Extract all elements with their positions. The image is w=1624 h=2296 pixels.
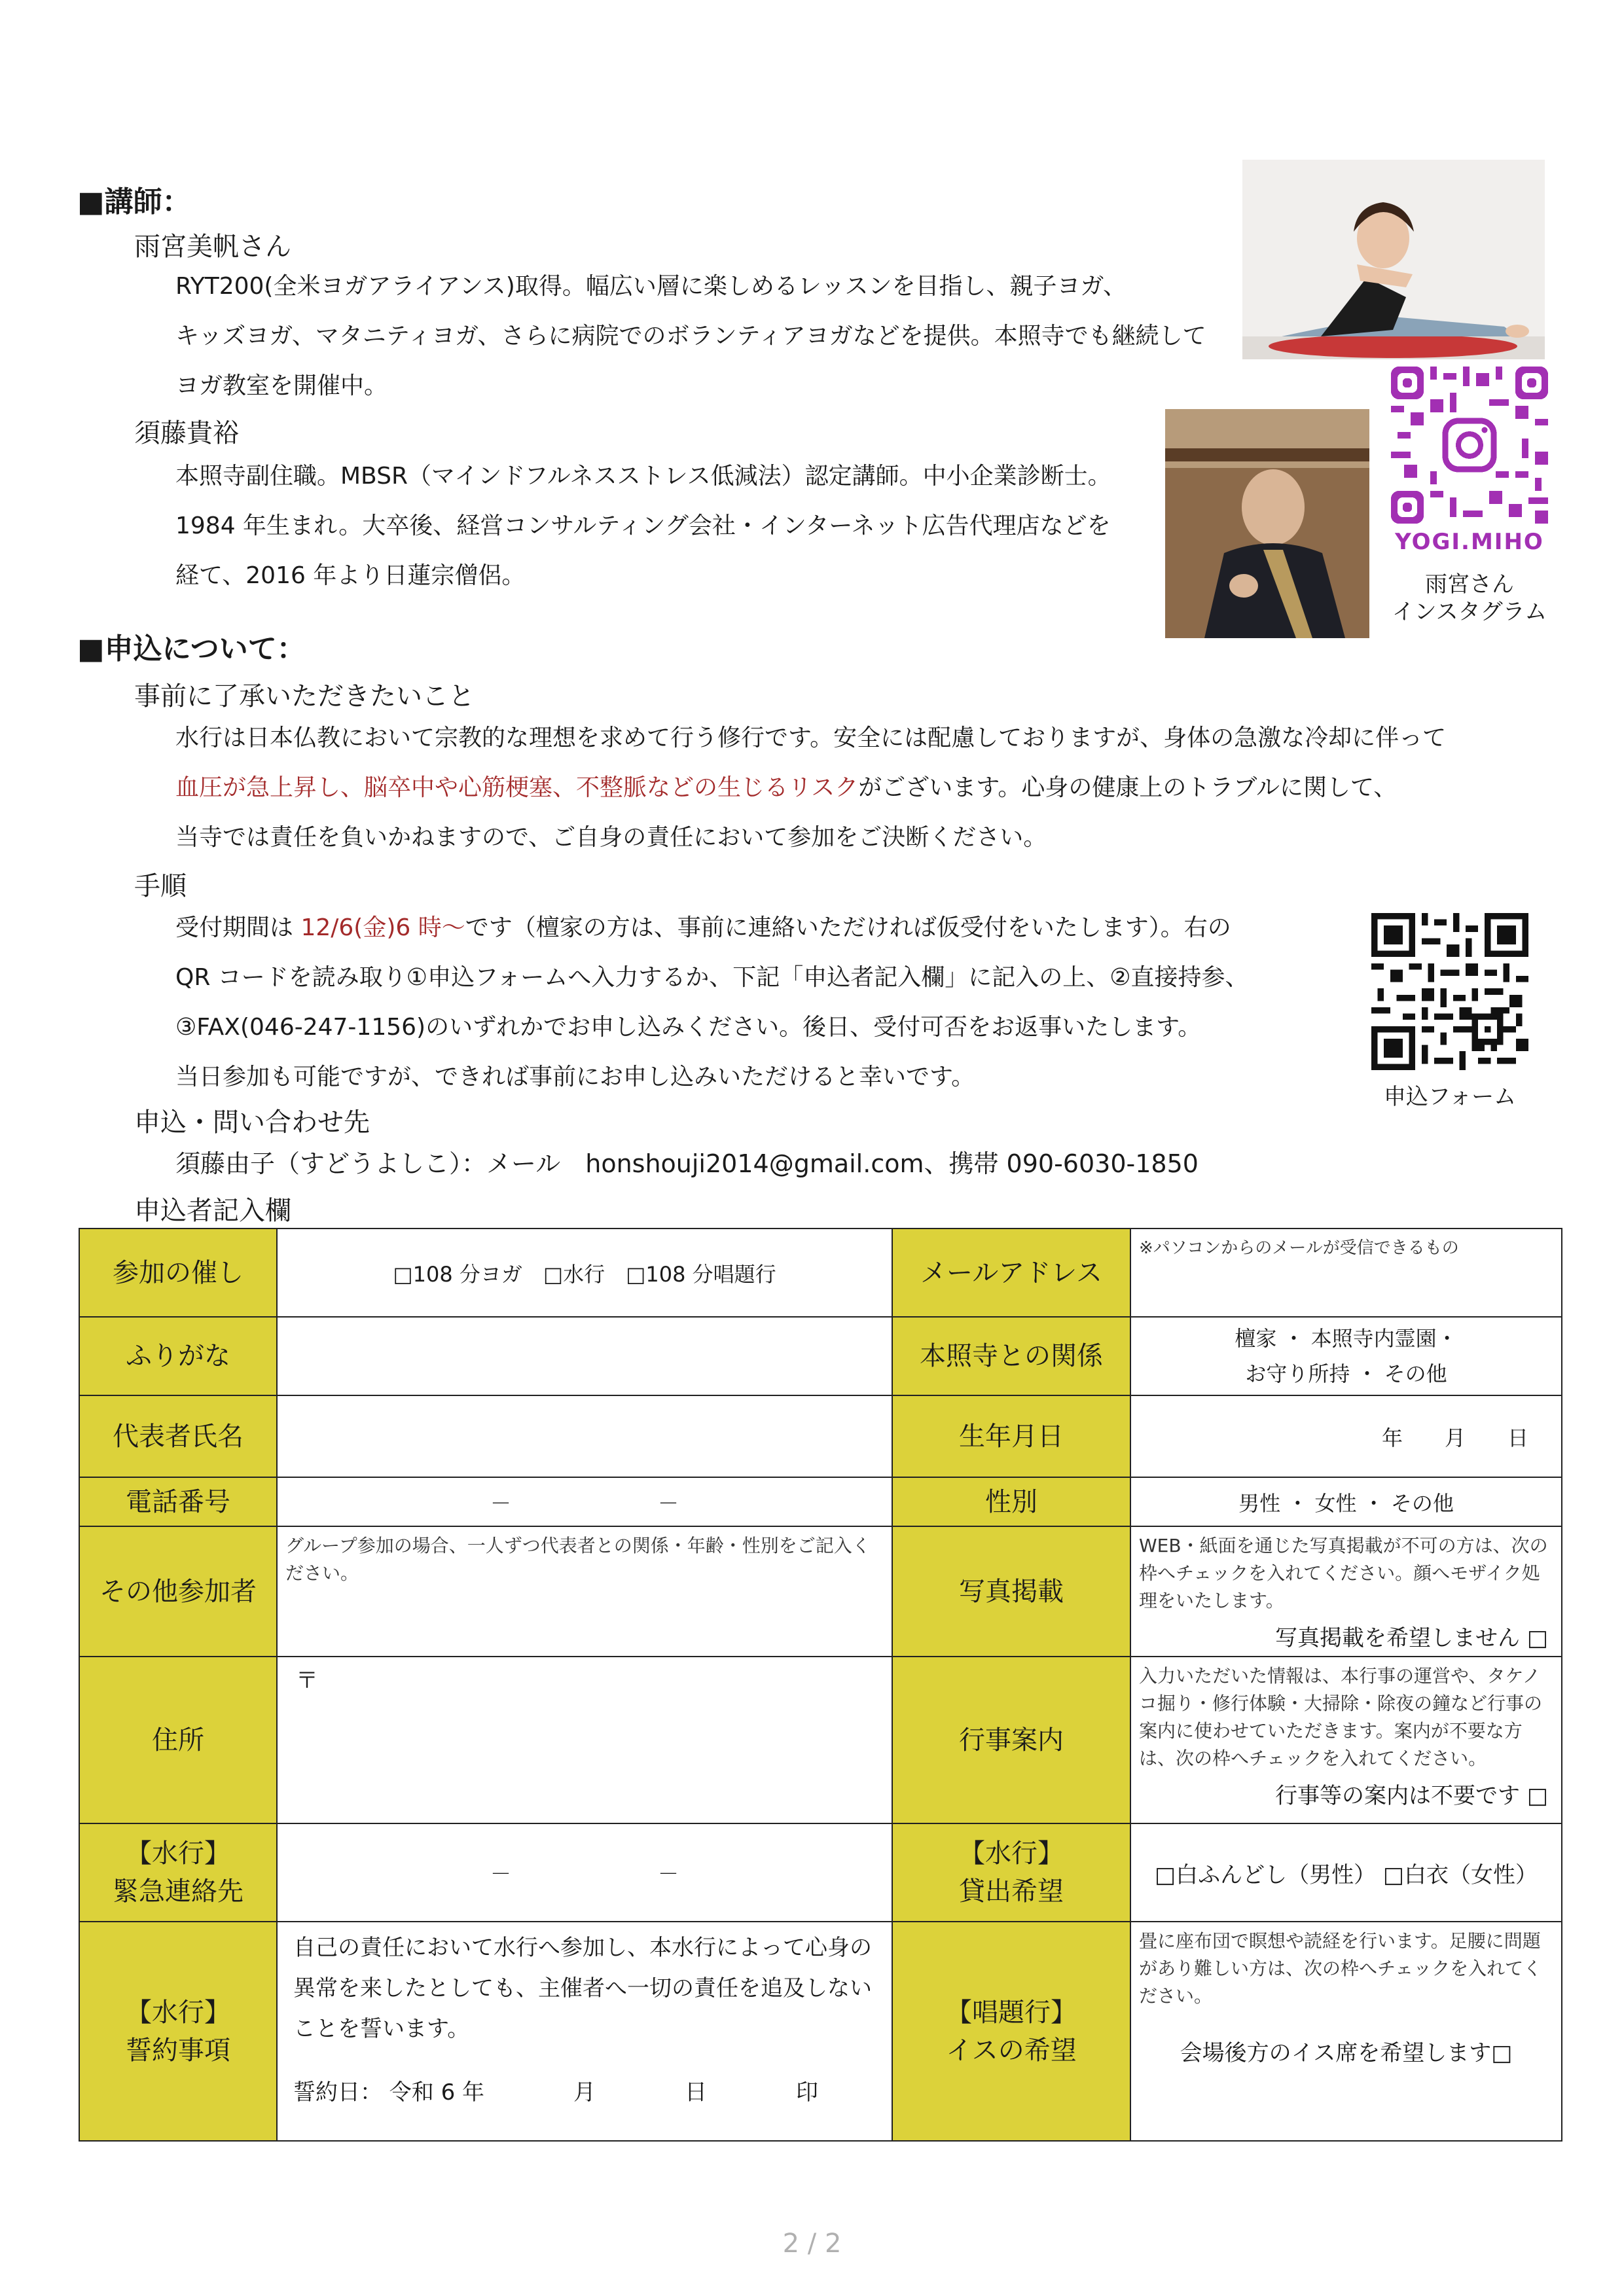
monk-photo	[1165, 409, 1369, 638]
instagram-caption-line: インスタグラム	[1392, 599, 1547, 625]
other-participants-note: グループ参加の場合、一人ずつ代表者との関係・年齢・性別をご記入ください。	[285, 1535, 871, 1584]
bio-line: 本照寺副住職。MBSR（マインドフルネスストレス低減法）認定講師。中小企業診断士。	[175, 463, 1111, 490]
pledge-date[interactable]: 誓約日： 令和 6 年 月 日 印	[293, 2079, 819, 2106]
label-line: 【唱題行】	[946, 1997, 1077, 2028]
form-row	[79, 1657, 1562, 1823]
birthdate-label: 生年月日	[892, 1395, 1130, 1477]
instagram-qr-code[interactable]	[1391, 367, 1548, 524]
rental-label	[892, 1823, 1130, 1922]
label-line: 貸出希望	[959, 1876, 1064, 1907]
email-note: ※パソコンからのメールが受信できるもの	[1139, 1238, 1459, 1258]
chair-request-label	[892, 1922, 1130, 2141]
form-row	[79, 1526, 1562, 1657]
relation-field[interactable]	[1130, 1317, 1562, 1395]
chair-request-field	[1130, 1922, 1562, 2141]
event-info-field	[1130, 1657, 1562, 1823]
other-participants-field[interactable]	[277, 1526, 892, 1657]
phone-field[interactable]: － －	[277, 1477, 892, 1526]
instructor-1-name: 雨宮美帆さん	[134, 232, 291, 262]
bio-line: 経て、2016 年より日蓮宗僧侶。	[175, 562, 526, 589]
pledge-text: 自己の責任において水行へ参加し、本水行によって心身の異常を来したとしても、主催者へ一切の責任を追及しないことを誓います。	[293, 1935, 872, 2042]
event-choice-field[interactable]: □108 分ヨガ □水行 □108 分唱題行	[277, 1229, 892, 1317]
form-row	[79, 1823, 1562, 1922]
instructor-2-name: 須藤貴裕	[134, 418, 239, 448]
contact-info: 須藤由子（すどうよしこ）：メール honshouji2014@gmail.com、携帯 090-6030-1850	[175, 1149, 1199, 1178]
deadline-text: 12/6(金)6 時～	[300, 914, 465, 941]
other-participants-label: その他参加者	[79, 1526, 277, 1657]
event-label: 参加の催し	[79, 1229, 277, 1317]
form-title: 申込者記入欄	[134, 1196, 291, 1226]
label-line: イスの希望	[946, 2035, 1077, 2066]
procedure-title: 手順	[134, 871, 187, 901]
contact-title: 申込・問い合わせ先	[134, 1107, 370, 1138]
section-heading-application: ■申込について：	[77, 632, 306, 666]
procedure-line: ③FAX(046-247-1156)のいずれかでお申し込みください。後日、受付可否をお返事いたします。	[175, 1014, 1202, 1041]
label-line: 【水行】	[959, 1839, 1064, 1869]
label-line: 誓約事項	[126, 2035, 230, 2066]
procedure-body	[175, 903, 1249, 1102]
instagram-handle: YOGI.MIHO	[1395, 529, 1544, 555]
page-number: 2 / 2	[782, 2229, 842, 2259]
form-row	[79, 1229, 1562, 1317]
gender-label: 性別	[892, 1477, 1130, 1526]
form-row	[79, 1317, 1562, 1395]
emergency-contact-field[interactable]: － －	[277, 1823, 892, 1922]
bio-line: 1984 年生まれ。大卒後、経営コンサルティング会社・インターネット広告代理店などを	[175, 512, 1111, 539]
event-info-note: 入力いただいた情報は、本行事の運営や、タケノコ掘り・修行体験・大掃除・除夜の鐘など行事の案内に使わせていただきます。案内が不要な方は、次の枠へチェックを入れてください。	[1139, 1665, 1543, 1769]
furigana-field[interactable]	[277, 1317, 892, 1395]
bio-line: キッズヨガ、マタニティヨガ、さらに病院でのボランティアヨガなどを提供。本照寺でも継続して	[175, 323, 1206, 350]
yoga-instructor-photo	[1242, 160, 1545, 359]
application-qr-caption: 申込フォーム	[1383, 1084, 1517, 1110]
procedure-line: QR コードを読み取り①申込フォームへ入力するか、下記「申込者記入欄」に記入の上、②直接持参、	[175, 964, 1249, 991]
furigana-label: ふりがな	[79, 1317, 277, 1395]
representative-name-label: 代表者氏名	[79, 1395, 277, 1477]
event-info-label: 行事案内	[892, 1657, 1130, 1823]
emergency-contact-label	[79, 1823, 277, 1922]
form-row	[79, 1922, 1562, 2141]
notice-line: 水行は日本仏教において宗教的な理想を求めて行う修行です。安全には配慮しておりますが、身体の急激な冷却に伴って	[175, 725, 1447, 751]
relation-options-line: 檀家 ・ 本照寺内霊園・	[1235, 1326, 1458, 1351]
email-label: メールアドレス	[892, 1229, 1130, 1317]
label-line: 【水行】	[126, 1997, 230, 2028]
photo-label: 写真掲載	[892, 1526, 1130, 1657]
chair-request-checkbox[interactable]: 会場後方のイス席を希望します□	[1180, 2040, 1513, 2066]
notice-line: 当寺では責任を負いかねますので、ご自身の責任において参加をご決断ください。	[175, 824, 1047, 851]
gender-field[interactable]: 男性 ・ 女性 ・ その他	[1130, 1477, 1562, 1526]
label-line: 【水行】	[126, 1839, 230, 1869]
relation-label: 本照寺との関係	[892, 1317, 1130, 1395]
application-form-table	[79, 1228, 1562, 2142]
address-label: 住所	[79, 1657, 277, 1823]
bio-line: ヨガ教室を開催中。	[175, 372, 388, 399]
instagram-caption	[1371, 571, 1568, 626]
notice-body	[175, 713, 1446, 863]
photo-note: WEB・紙面を通じた写真掲載が不可の方は、次の枠へチェックを入れてください。顔へモザイク処理をいたします。	[1139, 1535, 1548, 1611]
address-field[interactable]: 〒	[277, 1657, 892, 1823]
pledge-label	[79, 1922, 277, 2141]
section-heading-instructors: ■講師：	[77, 185, 191, 219]
representative-name-field[interactable]	[277, 1395, 892, 1477]
relation-options-line: お守り所持 ・ その他	[1245, 1361, 1447, 1386]
chair-request-note: 畳に座布団で瞑想や読経を行います。足腰に問題があり難しい方は、次の枠へチェックを入れてください。	[1139, 1930, 1542, 2007]
procedure-line	[175, 903, 1249, 953]
notice-title: 事前に了承いただきたいこと	[134, 681, 475, 711]
event-info-opt-out-checkbox[interactable]: 行事等の案内は不要です □	[1275, 1783, 1548, 1809]
procedure-text: です（檀家の方は、事前に連絡いただければ仮受付をいたします）。右の	[465, 914, 1231, 941]
notice-line	[175, 763, 1446, 813]
instagram-caption-line: 雨宮さん	[1425, 571, 1514, 598]
email-field[interactable]	[1130, 1229, 1562, 1317]
photo-opt-out-checkbox[interactable]: 写真掲載を希望しません □	[1275, 1625, 1548, 1651]
form-row	[79, 1477, 1562, 1526]
rental-field[interactable]: □白ふんどし（男性） □白衣（女性）	[1130, 1823, 1562, 1922]
application-form-qr-code[interactable]	[1371, 913, 1528, 1070]
phone-label: 電話番号	[79, 1477, 277, 1526]
instructor-1-bio	[175, 262, 1206, 411]
birthdate-field[interactable]: 年 月 日	[1130, 1395, 1562, 1477]
risk-warning-text: 血圧が急上昇し、脳卒中や心筋梗塞、不整脈などの生じるリスク	[175, 774, 859, 801]
procedure-text: 受付期間は	[175, 914, 301, 941]
form-row	[79, 1395, 1562, 1477]
notice-text: がございます。心身の健康上のトラブルに関して、	[858, 774, 1398, 801]
label-line: 緊急連絡先	[113, 1876, 244, 1907]
photo-field	[1130, 1526, 1562, 1657]
instructor-2-bio	[175, 452, 1111, 601]
procedure-line: 当日参加も可能ですが、できれば事前にお申し込みいただけると幸いです。	[175, 1064, 975, 1090]
bio-line: RYT200(全米ヨガアライアンス)取得。幅広い層に楽しめるレッスンを目指し、親子ヨガ、	[175, 273, 1127, 300]
pledge-field	[277, 1922, 892, 2141]
